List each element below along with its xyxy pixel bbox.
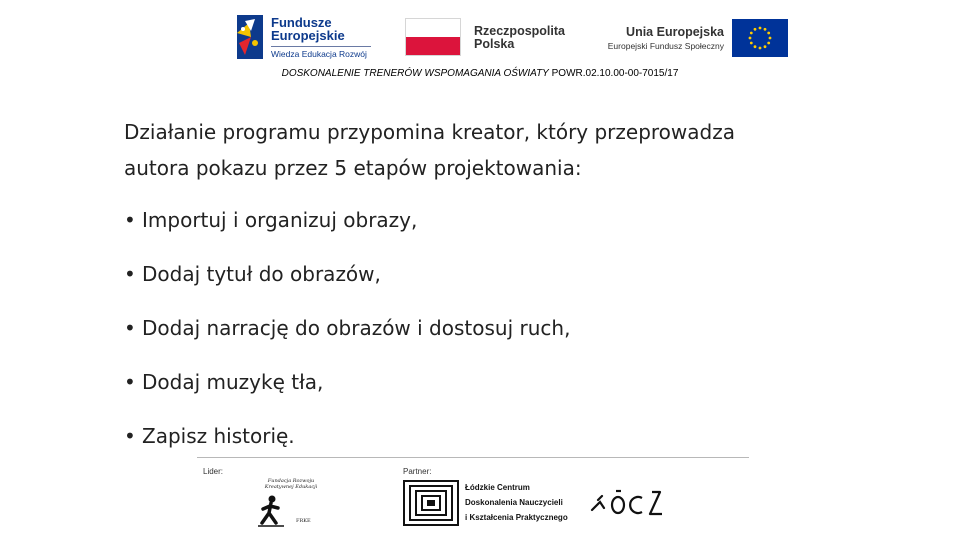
bullet-icon: • (124, 424, 136, 448)
list-item-text: Dodaj muzykę tła, (142, 370, 324, 394)
rzeczpospolita-polska-logo (405, 18, 575, 58)
eu-flag-icon (732, 19, 788, 57)
footer-divider (197, 457, 749, 458)
bullet-icon: • (124, 370, 136, 394)
ldzn-logo (403, 480, 568, 528)
list-item (124, 203, 570, 257)
lodz-city-logo-icon (590, 488, 666, 518)
list-item (124, 365, 570, 419)
list-item-text: Importuj i organizuj obrazy, (142, 208, 418, 232)
frke-logo-line3: FRKE (296, 518, 311, 524)
intro-paragraph (124, 114, 824, 186)
frke-logo-line1: Fundacja Rozwoju (267, 478, 315, 484)
running-figure-icon (258, 495, 284, 527)
bullet-icon: • (124, 262, 136, 286)
list-item-text: Zapisz historię. (142, 424, 295, 448)
project-code: POWR.02.10.00-00-7015/17 (548, 68, 679, 79)
ldzn-logo-line1: Łódzkie Centrum (465, 483, 530, 492)
intro-line-1: Działanie programu przypomina kreator, który przeprowadza (124, 120, 735, 144)
fundusze-europejskie-emblem-icon (233, 13, 265, 61)
steps-list (124, 203, 570, 473)
bullet-icon: • (124, 316, 136, 340)
ue-logo-line1: Unia Europejska (626, 25, 724, 39)
polish-flag-icon (405, 18, 461, 56)
list-item (124, 311, 570, 365)
ldzn-logo-line3: i Kształcenia Praktycznego (465, 513, 568, 522)
fe-logo-line2: Europejskie (271, 28, 345, 43)
bullet-icon: • (124, 208, 136, 232)
fundusze-europejskie-logo (233, 13, 373, 61)
ue-logo-line2: Europejski Fundusz Społeczny (607, 41, 724, 51)
lider-label: Lider: (203, 467, 224, 476)
ldzn-logo-line2: Doskonalenia Nauczycieli (465, 498, 563, 507)
rp-logo-line1: Rzeczpospolita (474, 24, 565, 38)
frke-logo-line2: Kreatywnej Edukacji (264, 484, 318, 490)
frke-logo (256, 478, 318, 528)
unia-europejska-logo (600, 18, 790, 58)
list-item (124, 419, 570, 473)
intro-line-2: autora pokazu przez 5 etapów projektowania: (124, 156, 582, 180)
rp-logo-line2: Polska (474, 37, 515, 51)
fe-logo-line3: Wiedza Edukacja Rozwój (271, 46, 371, 59)
project-name: DOSKONALENIE TRENERÓW WSPOMAGANIA OŚWIATY (281, 68, 549, 79)
project-title (0, 68, 960, 79)
partner-label: Partner: (403, 467, 432, 476)
ldzn-square-emblem-icon (403, 480, 459, 526)
list-item-text: Dodaj narrację do obrazów i dostosuj ruch, (142, 316, 571, 340)
list-item-text: Dodaj tytuł do obrazów, (142, 262, 381, 286)
list-item (124, 257, 570, 311)
fe-logo-line1: Fundusze (271, 15, 332, 30)
